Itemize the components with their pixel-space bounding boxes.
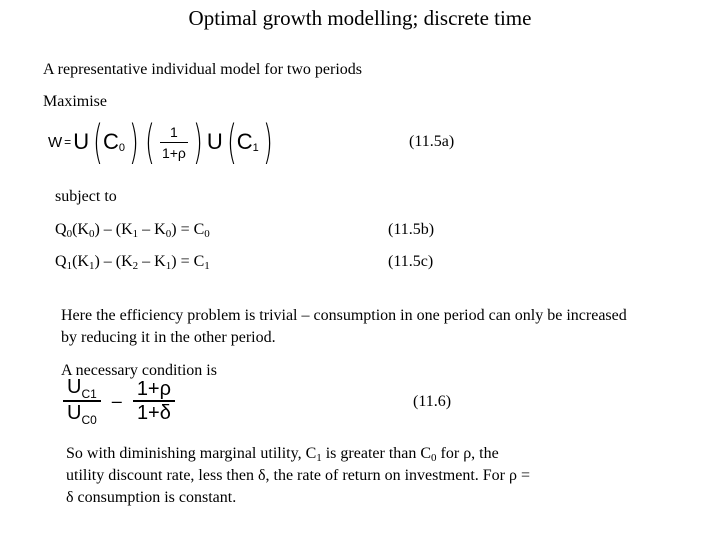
equation-11-6 (62, 377, 176, 425)
eq-c1: C (236, 129, 253, 154)
conclusion-text: for ρ, the utility discount rate, less then δ, the rate of return on investment. For ρ = δ consumption is constant. (66, 445, 531, 506)
eq-left-paren-1: ( (93, 115, 103, 169)
eq-6-lhs-fraction (63, 376, 101, 426)
eq-right-paren-1: ) (129, 115, 139, 169)
conclusion-text: is greater than C (321, 445, 432, 462)
slide-title: Optimal growth modelling; discrete time (188, 6, 532, 30)
eq-label-11-5c: (11.5c) (388, 253, 434, 270)
eq-6-lhs-denominator (63, 402, 101, 426)
constraint-b-sub: 0 (204, 228, 210, 240)
eq-6-u: U (67, 402, 82, 424)
eq-w: W (48, 133, 63, 151)
constraint-c-sub: 1 (66, 260, 73, 272)
constraint-c-part: ) – (K (94, 253, 133, 270)
eq-fraction (160, 124, 188, 161)
constraint-b-sub: 0 (66, 228, 73, 240)
constraint-b-sub: 0 (88, 228, 95, 240)
conclusion-sub: 1 (316, 452, 322, 464)
constraint-c-part: (K (72, 253, 89, 270)
eq-c0: C (103, 129, 119, 154)
subject-to-label: subject to (55, 188, 117, 205)
constraint-11-5b (55, 220, 210, 239)
eq-6-rhs-denominator: 1+δ (136, 402, 171, 424)
eq-u1: U (206, 129, 223, 154)
constraint-b-part: ) = C (171, 221, 205, 238)
eq-6-u-sub: C1 (81, 387, 97, 401)
intro-text: A representative individual model for two periods (43, 61, 363, 78)
eq-6-u-sub: C0 (81, 413, 97, 427)
eq-6-rhs-numerator: 1+ρ (136, 378, 171, 400)
eq-label-11-6: (11.6) (413, 393, 452, 410)
eq-left-paren-3: ( (226, 115, 237, 169)
eq-6-lhs-numerator (63, 376, 101, 400)
maximise-label: Maximise (43, 93, 107, 110)
constraint-c-sub: 2 (132, 260, 139, 272)
eq-left-paren-2: ( (145, 115, 155, 169)
constraint-b-part: ) – (K (94, 221, 133, 238)
constraint-b-sub: 0 (165, 228, 172, 240)
conclusion-paragraph (66, 443, 536, 509)
constraint-c-part: ) = C (171, 253, 205, 270)
conclusion-text: So with diminishing marginal utility, C (66, 445, 317, 462)
constraint-b-q: Q (55, 221, 67, 238)
constraint-c-sub: 1 (204, 260, 210, 272)
constraint-b-part: – K (138, 221, 166, 238)
eq-fraction-numerator: 1 (170, 123, 178, 140)
constraint-c-part: – K (138, 253, 166, 270)
eq-equals: = (64, 135, 72, 149)
eq-6-u: U (67, 376, 82, 398)
eq-c0-sub: 0 (118, 142, 126, 154)
constraint-c-sub: 1 (165, 260, 172, 272)
eq-u0: U (73, 129, 90, 154)
constraint-c-sub: 1 (88, 260, 95, 272)
equation-11-5a (48, 116, 277, 168)
constraint-11-5c (55, 252, 210, 271)
necessary-condition-label: A necessary condition is (61, 362, 217, 379)
eq-label-11-5b: (11.5b) (388, 221, 435, 238)
eq-fraction-denominator: 1+ρ (161, 144, 186, 161)
eq-right-paren-2: ) (192, 115, 203, 169)
constraint-b-part: (K (72, 221, 89, 238)
eq-6-rhs-fraction (133, 378, 175, 424)
eq-6-minus: – (111, 390, 122, 411)
constraint-c-q: Q (55, 253, 67, 270)
eq-c1-sub: 1 (252, 142, 259, 154)
eq-right-paren-3: ) (262, 115, 273, 169)
efficiency-paragraph: Here the efficiency problem is trivial – consumption in one period can only be increased by reducing it in the other period. (61, 307, 627, 346)
eq-label-11-5a: (11.5a) (409, 133, 455, 150)
conclusion-sub: 0 (431, 452, 437, 464)
constraint-b-sub: 1 (132, 228, 139, 240)
